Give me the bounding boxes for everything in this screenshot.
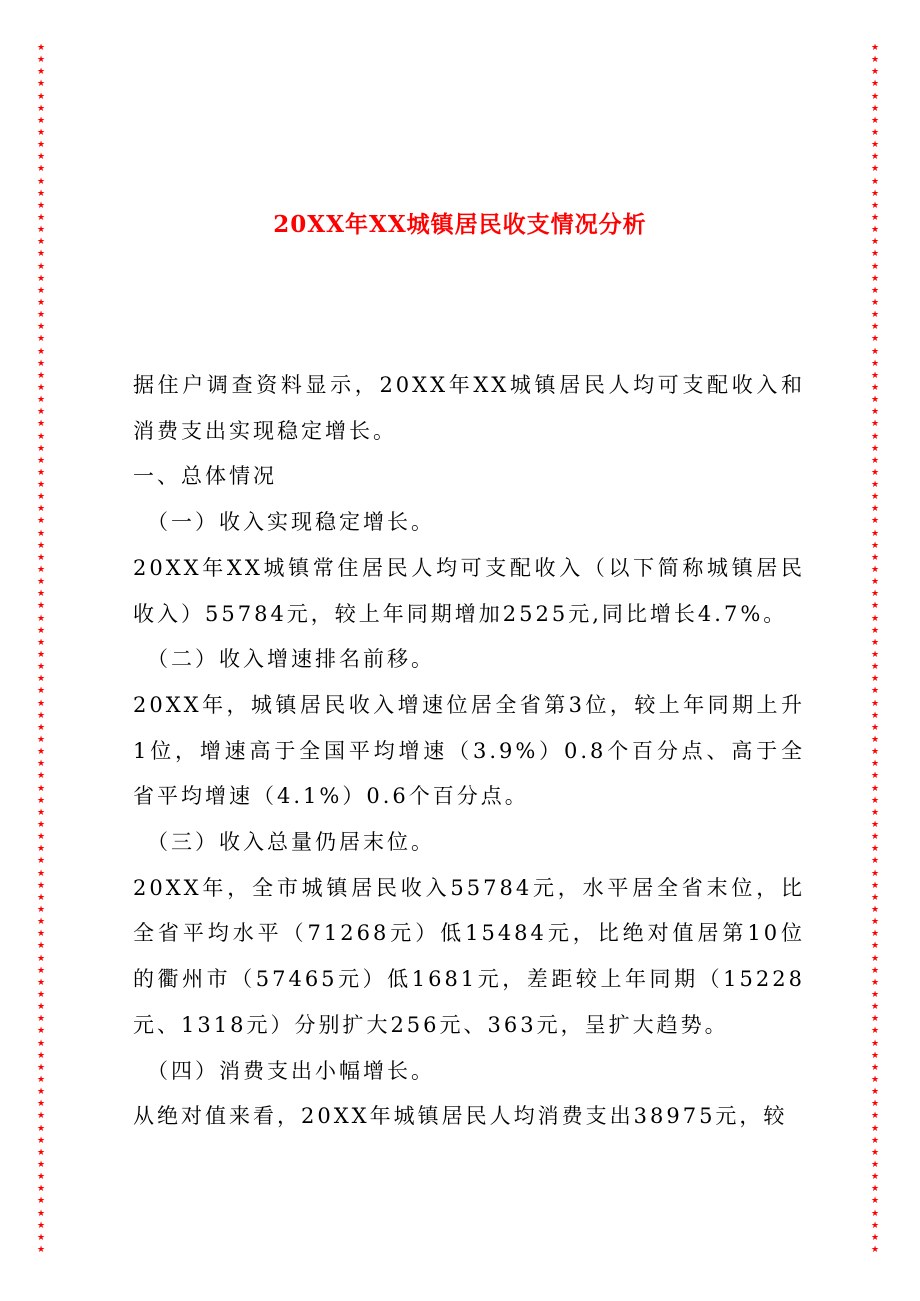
star-icon: ★ — [36, 783, 46, 794]
star-icon: ★ — [870, 528, 880, 539]
star-icon: ★ — [870, 200, 880, 211]
star-icon: ★ — [870, 127, 880, 138]
star-icon: ★ — [36, 832, 46, 843]
star-icon: ★ — [36, 892, 46, 903]
star-icon: ★ — [870, 771, 880, 782]
subheading-consumption: （四）消费支出小幅增长。 — [147, 1058, 435, 1083]
star-icon: ★ — [870, 1208, 880, 1219]
star-icon: ★ — [36, 528, 46, 539]
star-icon: ★ — [36, 225, 46, 236]
star-icon: ★ — [36, 103, 46, 114]
star-icon: ★ — [36, 431, 46, 442]
star-icon: ★ — [36, 1014, 46, 1025]
star-icon: ★ — [36, 540, 46, 551]
star-icon: ★ — [870, 467, 880, 478]
star-icon: ★ — [36, 297, 46, 308]
star-icon: ★ — [36, 552, 46, 563]
star-icon: ★ — [36, 637, 46, 648]
star-icon: ★ — [870, 1050, 880, 1061]
star-icon: ★ — [36, 516, 46, 527]
star-icon: ★ — [870, 55, 880, 66]
star-icon: ★ — [870, 346, 880, 357]
star-icon: ★ — [870, 856, 880, 867]
star-icon: ★ — [870, 334, 880, 345]
star-icon: ★ — [870, 212, 880, 223]
star-icon: ★ — [870, 358, 880, 369]
star-icon: ★ — [36, 904, 46, 915]
star-icon: ★ — [36, 1074, 46, 1085]
star-icon: ★ — [870, 686, 880, 697]
star-icon: ★ — [870, 225, 880, 236]
paragraph-income-growth: 20XX年XX城镇常住居民人均可支配收入（以下简称城镇居民收入）55784元，较上年同期增加2525元,同比增长4.7%。 — [133, 555, 805, 626]
star-icon: ★ — [870, 674, 880, 685]
star-icon: ★ — [36, 419, 46, 430]
star-icon: ★ — [870, 1099, 880, 1110]
star-icon: ★ — [870, 1038, 880, 1049]
star-icon: ★ — [36, 589, 46, 600]
star-icon: ★ — [36, 710, 46, 721]
star-icon: ★ — [870, 322, 880, 333]
star-icon: ★ — [870, 832, 880, 843]
star-icon: ★ — [36, 382, 46, 393]
star-icon: ★ — [870, 807, 880, 818]
star-icon: ★ — [36, 176, 46, 187]
star-icon: ★ — [36, 977, 46, 988]
star-icon: ★ — [870, 1159, 880, 1170]
star-icon: ★ — [870, 1220, 880, 1231]
star-icon: ★ — [36, 310, 46, 321]
star-icon: ★ — [36, 565, 46, 576]
star-icon: ★ — [870, 868, 880, 879]
star-icon: ★ — [36, 346, 46, 357]
star-icon: ★ — [36, 856, 46, 867]
star-icon: ★ — [36, 1244, 46, 1255]
subheading-income-growth: （一）收入实现稳定增长。 — [147, 510, 435, 535]
star-icon: ★ — [870, 407, 880, 418]
star-icon: ★ — [870, 722, 880, 733]
star-icon: ★ — [36, 322, 46, 333]
star-icon: ★ — [36, 1184, 46, 1195]
star-icon: ★ — [870, 1196, 880, 1207]
star-icon: ★ — [870, 1232, 880, 1243]
star-icon: ★ — [870, 1002, 880, 1013]
star-icon: ★ — [36, 55, 46, 66]
star-icon: ★ — [870, 310, 880, 321]
star-icon: ★ — [36, 455, 46, 466]
star-icon: ★ — [870, 540, 880, 551]
star-icon: ★ — [870, 237, 880, 248]
star-icon: ★ — [870, 917, 880, 928]
star-icon: ★ — [36, 480, 46, 491]
star-icon: ★ — [36, 577, 46, 588]
star-icon: ★ — [870, 989, 880, 1000]
star-icon: ★ — [36, 698, 46, 709]
star-icon: ★ — [870, 625, 880, 636]
subheading-income-total: （三）收入总量仍居末位。 — [147, 830, 435, 855]
star-icon: ★ — [870, 1147, 880, 1158]
star-icon: ★ — [870, 759, 880, 770]
star-icon: ★ — [36, 613, 46, 624]
star-icon: ★ — [36, 1087, 46, 1098]
star-icon: ★ — [36, 1232, 46, 1243]
star-icon: ★ — [36, 650, 46, 661]
star-icon: ★ — [36, 989, 46, 1000]
star-icon: ★ — [870, 1026, 880, 1037]
paragraph-consumption: 从绝对值来看，20XX年城镇居民人均消费支出38975元，较 — [133, 1104, 788, 1129]
star-icon: ★ — [36, 917, 46, 928]
star-icon: ★ — [36, 844, 46, 855]
star-icon: ★ — [870, 965, 880, 976]
star-icon: ★ — [870, 1062, 880, 1073]
star-icon: ★ — [870, 1111, 880, 1122]
star-icon: ★ — [870, 637, 880, 648]
star-icon: ★ — [36, 1147, 46, 1158]
star-icon: ★ — [36, 237, 46, 248]
star-icon: ★ — [870, 285, 880, 296]
star-icon: ★ — [36, 1135, 46, 1146]
star-icon: ★ — [36, 674, 46, 685]
star-icon: ★ — [36, 443, 46, 454]
star-icon: ★ — [870, 1087, 880, 1098]
star-icon: ★ — [870, 176, 880, 187]
star-icon: ★ — [36, 686, 46, 697]
star-icon: ★ — [36, 747, 46, 758]
star-icon: ★ — [36, 261, 46, 272]
star-icon: ★ — [870, 164, 880, 175]
star-icon: ★ — [870, 1074, 880, 1085]
star-icon: ★ — [870, 443, 880, 454]
star-icon: ★ — [870, 1135, 880, 1146]
star-icon: ★ — [36, 285, 46, 296]
star-icon: ★ — [36, 820, 46, 830]
star-icon: ★ — [36, 1111, 46, 1122]
star-icon: ★ — [870, 710, 880, 721]
star-icon: ★ — [870, 455, 880, 466]
star-icon: ★ — [36, 929, 46, 940]
star-icon: ★ — [870, 929, 880, 940]
star-icon: ★ — [36, 601, 46, 612]
star-icon: ★ — [36, 735, 46, 746]
star-icon: ★ — [870, 735, 880, 746]
star-icon: ★ — [36, 249, 46, 260]
paragraph-growth-ranking: 20XX年，城镇居民收入增速位居全省第3位，较上年同期上升1位，增速高于全国平均增速（3.9%）0.8个百分点、高于全省平均增速（4.1%）0.6个百分点。 — [133, 692, 805, 809]
star-icon: ★ — [36, 1002, 46, 1013]
star-icon: ★ — [870, 91, 880, 102]
star-icon: ★ — [870, 370, 880, 381]
star-icon: ★ — [870, 1184, 880, 1195]
star-icon: ★ — [36, 492, 46, 503]
subheading-growth-ranking: （二）收入增速排名前移。 — [147, 647, 435, 672]
star-icon: ★ — [36, 1026, 46, 1037]
star-icon: ★ — [36, 164, 46, 175]
star-icon: ★ — [36, 1123, 46, 1134]
star-icon: ★ — [36, 625, 46, 636]
star-icon: ★ — [36, 662, 46, 673]
star-icon: ★ — [36, 395, 46, 406]
star-icon: ★ — [36, 504, 46, 515]
star-icon: ★ — [36, 771, 46, 782]
star-icon: ★ — [870, 601, 880, 612]
star-icon: ★ — [870, 977, 880, 988]
star-icon: ★ — [36, 358, 46, 369]
star-icon: ★ — [870, 589, 880, 600]
star-icon: ★ — [870, 1123, 880, 1134]
star-icon: ★ — [36, 79, 46, 90]
star-icon: ★ — [36, 115, 46, 126]
star-icon: ★ — [870, 249, 880, 260]
star-icon: ★ — [870, 844, 880, 855]
star-icon: ★ — [36, 467, 46, 478]
star-icon: ★ — [36, 407, 46, 418]
star-icon: ★ — [870, 188, 880, 199]
star-icon: ★ — [870, 504, 880, 515]
star-icon: ★ — [36, 1050, 46, 1061]
star-icon: ★ — [870, 892, 880, 903]
star-icon: ★ — [870, 395, 880, 406]
star-icon: ★ — [870, 904, 880, 915]
star-icon: ★ — [36, 807, 46, 818]
star-icon: ★ — [870, 67, 880, 78]
star-icon: ★ — [870, 261, 880, 272]
star-icon: ★ — [870, 941, 880, 952]
star-icon: ★ — [870, 880, 880, 891]
star-icon: ★ — [36, 212, 46, 223]
star-icon: ★ — [870, 103, 880, 114]
star-icon: ★ — [870, 1244, 880, 1255]
star-icon: ★ — [36, 140, 46, 151]
star-icon: ★ — [36, 67, 46, 78]
star-icon: ★ — [36, 1159, 46, 1170]
star-icon: ★ — [870, 698, 880, 709]
star-icon: ★ — [36, 200, 46, 211]
star-icon: ★ — [870, 480, 880, 491]
star-icon: ★ — [36, 370, 46, 381]
star-icon: ★ — [870, 795, 880, 806]
star-icon: ★ — [36, 188, 46, 199]
star-icon: ★ — [870, 552, 880, 563]
star-icon: ★ — [36, 759, 46, 770]
star-icon: ★ — [36, 795, 46, 806]
star-icon: ★ — [36, 722, 46, 733]
star-icon: ★ — [36, 273, 46, 284]
star-icon: ★ — [870, 820, 880, 830]
star-icon: ★ — [36, 953, 46, 964]
star-icon: ★ — [870, 783, 880, 794]
star-icon: ★ — [870, 577, 880, 588]
star-icon: ★ — [36, 1038, 46, 1049]
star-icon: ★ — [870, 1172, 880, 1183]
document-body — [133, 363, 805, 1140]
star-icon: ★ — [870, 79, 880, 90]
star-icon: ★ — [870, 44, 880, 53]
star-icon: ★ — [870, 140, 880, 151]
star-icon: ★ — [870, 650, 880, 661]
star-icon: ★ — [36, 941, 46, 952]
star-icon: ★ — [870, 297, 880, 308]
star-icon: ★ — [36, 1220, 46, 1231]
paragraph-intro: 据住户调查资料显示，20XX年XX城镇居民人均可支配收入和消费支出实现稳定增长。 — [133, 373, 805, 443]
star-icon: ★ — [36, 1062, 46, 1073]
paragraph-income-total: 20XX年，全市城镇居民收入55784元，水平居全省末位，比全省平均水平（71268元）低15484元，比绝对值居第10位的衢州市（57465元）低1681元，差距较上年同期（15228元、1318元）分别扩大256元、363元，呈扩大趋势。 — [133, 875, 805, 1037]
star-icon: ★ — [36, 91, 46, 102]
star-icon: ★ — [870, 565, 880, 576]
star-icon: ★ — [870, 492, 880, 503]
star-icon: ★ — [870, 516, 880, 527]
star-icon: ★ — [870, 747, 880, 758]
star-icon: ★ — [870, 662, 880, 673]
star-icon: ★ — [36, 965, 46, 976]
section-heading-overview: 一、总体情况 — [133, 464, 277, 489]
star-icon: ★ — [36, 152, 46, 163]
star-icon: ★ — [870, 115, 880, 126]
star-icon: ★ — [870, 382, 880, 393]
document-title: 20XX年XX城镇居民收支情况分析 — [273, 211, 647, 238]
star-icon: ★ — [870, 613, 880, 624]
star-icon: ★ — [870, 273, 880, 284]
star-icon: ★ — [36, 868, 46, 879]
star-icon: ★ — [36, 1172, 46, 1183]
star-icon: ★ — [870, 431, 880, 442]
star-icon: ★ — [36, 880, 46, 891]
star-icon: ★ — [870, 419, 880, 430]
star-icon: ★ — [36, 334, 46, 345]
star-icon: ★ — [36, 1208, 46, 1219]
star-icon: ★ — [870, 953, 880, 964]
star-icon: ★ — [36, 1099, 46, 1110]
star-icon: ★ — [36, 44, 46, 53]
star-icon: ★ — [36, 1196, 46, 1207]
star-icon: ★ — [870, 152, 880, 163]
star-icon: ★ — [870, 1014, 880, 1025]
star-icon: ★ — [36, 127, 46, 138]
